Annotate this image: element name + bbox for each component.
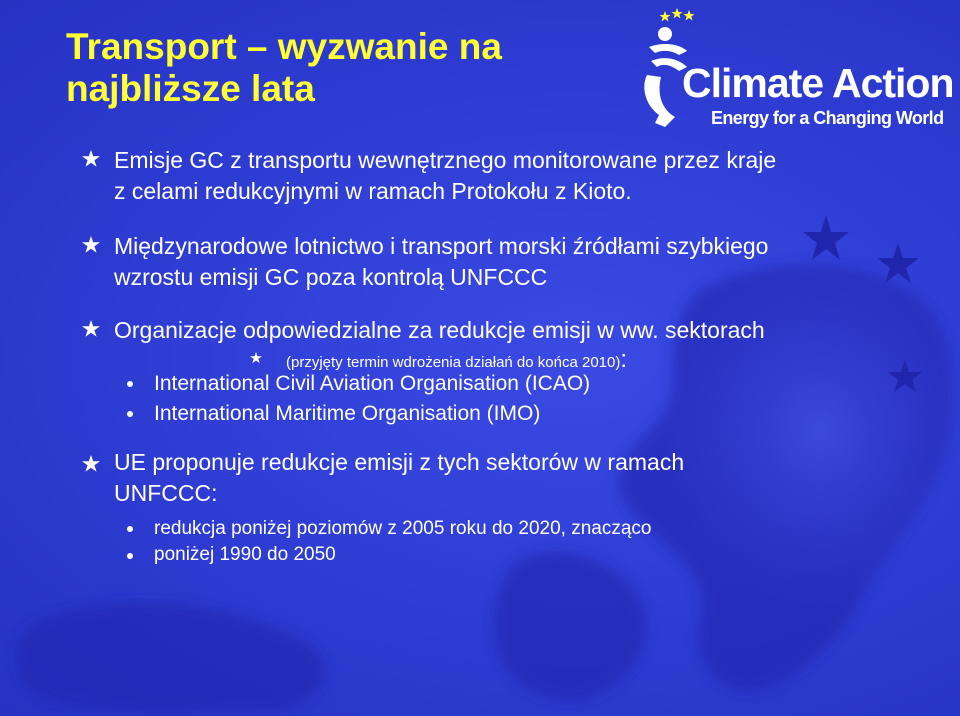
star-bullet-icon [82, 455, 100, 473]
bullet-3-note-text: (przyjęty termin wdrożenia działań do końca 2010) [286, 354, 621, 371]
bullet-1-line-1: Emisje GC z transportu wewnętrznego monitorowane przez kraje [114, 147, 777, 173]
bullet-3-note-colon: : [620, 346, 628, 373]
dot-bullet [127, 553, 133, 559]
bullet-2-line-1: Międzynarodowe lotnictwo i transport morski źródłami szybkiego [114, 233, 769, 259]
star-bullet-icon [82, 150, 100, 168]
star-bullet-icon [82, 236, 100, 254]
bullet-4-sub-1: redukcja poniżej poziomów z 2005 roku do 2020, znacząco [154, 518, 652, 539]
dot-bullet [127, 381, 133, 387]
dot-bullet [127, 411, 133, 417]
small-star-bullet-icon [250, 352, 262, 364]
logo-stars-icon [660, 8, 695, 22]
bullet-4-sub-2: poniżej 1990 do 2050 [154, 544, 336, 565]
title-line-2: najbliższe lata [66, 68, 315, 109]
bullet-4-line-2: UNFCCC: [114, 480, 218, 506]
bullet-3-sub-1: International Civil Aviation Organisation (ICAO) [154, 372, 591, 395]
dot-bullet [127, 526, 133, 532]
bullet-3-sub-2: International Maritime Organisation (IMO) [154, 402, 541, 425]
bullet-1-line-2: z celami redukcyjnymi w ramach Protokołu z Kioto. [114, 178, 632, 204]
bullet-4-line-1: UE proponuje redukcje emisji z tych sektorów w ramach [114, 449, 685, 475]
logo-name: Climate Action [682, 60, 954, 106]
star-bullet-icon [82, 320, 100, 338]
bullet-2-line-2: wzrostu emisji GC poza kontrolą UNFCCC [114, 264, 548, 290]
slide-title [66, 26, 626, 110]
logo-tagline: Energy for a Changing World [711, 108, 944, 128]
bullet-3-line-1: Organizacje odpowiedzialne za redukcje emisji w ww. sektorach [114, 317, 765, 343]
title-line-1: Transport – wyzwanie na [66, 26, 502, 67]
